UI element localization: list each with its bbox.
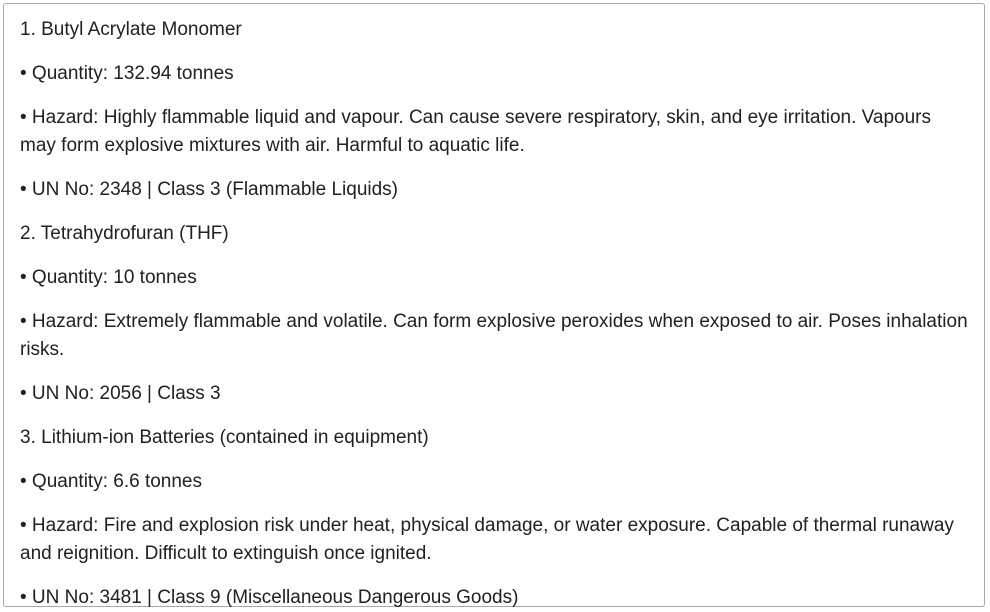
item-1-un-number: • UN No: 2348 | Class 3 (Flammable Liquids) [20, 179, 399, 200]
item-1-title: 1. Butyl Acrylate Monomer [20, 19, 242, 40]
item-1-quantity: • Quantity: 132.94 tonnes [20, 63, 234, 84]
item-3-un-number: • UN No: 3481 | Class 9 (Miscellaneous Dangerous Goods) [20, 587, 519, 608]
item-3-hazard: • Hazard: Fire and explosion risk under heat, physical damage, or water exposure. Capable of thermal runaway and reignition. Difficult to extinguish once ignited. [20, 515, 954, 564]
item-1-hazard: • Hazard: Highly flammable liquid and vapour. Can cause severe respiratory, skin, and eye irritation. Vapours may form explosive mixtures with air. Harmful to aquatic life. [20, 107, 932, 156]
item-2-quantity: • Quantity: 10 tonnes [20, 267, 197, 288]
item-3-title: 3. Lithium-ion Batteries (contained in equipment) [20, 427, 429, 448]
item-2-un-number: • UN No: 2056 | Class 3 [20, 383, 221, 404]
item-3-quantity: • Quantity: 6.6 tonnes [20, 471, 202, 492]
text-panel [3, 3, 985, 607]
item-2-title: 2. Tetrahydrofuran (THF) [20, 223, 229, 244]
item-2-hazard: • Hazard: Extremely flammable and volatile. Can form explosive peroxides when exposed to air. Poses inhalation risks. [20, 311, 968, 360]
